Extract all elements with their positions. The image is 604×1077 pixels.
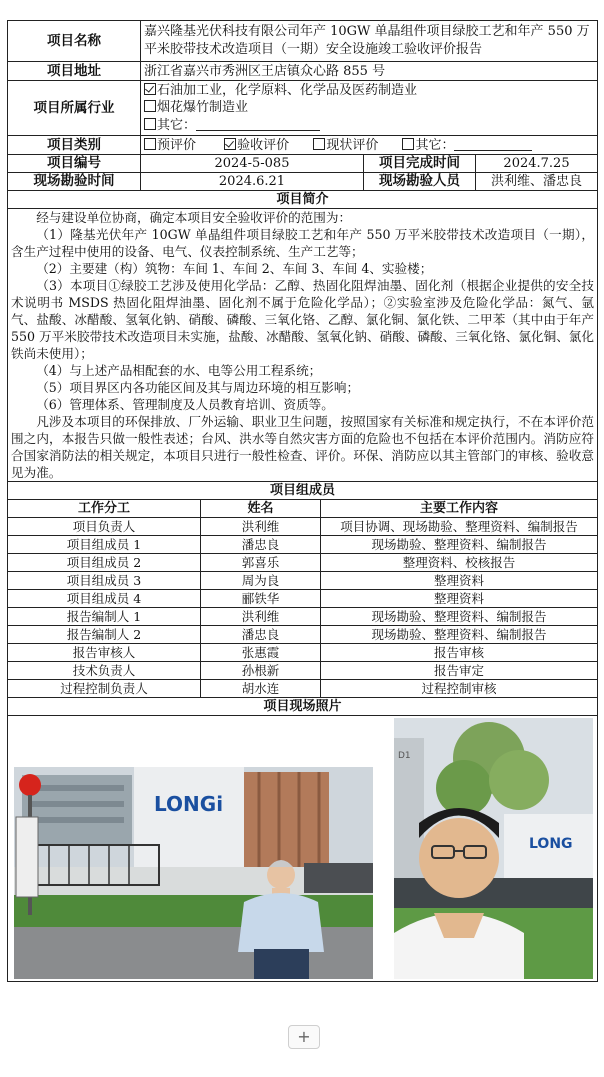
row-intro-title — [8, 191, 598, 209]
category-option-text: 预评价 — [157, 137, 197, 153]
member-role: 项目组成员 3 — [8, 572, 201, 590]
table-row — [8, 590, 598, 608]
member-work: 过程控制审核 — [321, 680, 598, 698]
row-intro-body — [8, 209, 598, 482]
row-members-title — [8, 482, 598, 500]
project-no-value: 2024-5-085 — [141, 155, 364, 173]
row-industry — [8, 81, 598, 136]
industry-option-text: 石油加工业，化学原料、化学品及医药制造业 — [157, 82, 418, 98]
table-row — [8, 518, 598, 536]
row-survey — [8, 173, 598, 191]
member-role: 报告编制人 1 — [8, 608, 201, 626]
row-photos — [8, 716, 598, 982]
row-photos-title — [8, 698, 598, 716]
member-name: 郦铁华 — [201, 590, 321, 608]
table-row — [8, 680, 598, 698]
category-option[interactable] — [402, 137, 532, 154]
d1-marker-text: D1 — [398, 751, 411, 761]
project-name-value: 嘉兴隆基光伏科技有限公司年产 10GW 单晶组件项目绿胶工艺和年产 550 万平米胶带技术改造项目（一期）安全设施竣工验收评价报告 — [141, 21, 598, 62]
industry-option-text: 其它： — [157, 117, 197, 133]
member-work: 报告审定 — [321, 662, 598, 680]
table-row — [8, 662, 598, 680]
intro-paragraph: （4）与上述产品相配套的水、电等公用工程系统； — [36, 363, 322, 378]
category-option-text: 其它： — [415, 137, 455, 153]
table-row — [8, 536, 598, 554]
project-address-value: 浙江省嘉兴市秀洲区王店镇众心路 855 号 — [141, 62, 598, 81]
table-row — [8, 626, 598, 644]
checkbox-checked-icon — [144, 83, 156, 95]
longi-sign-right-text: LONG — [529, 836, 573, 852]
intro-body — [8, 209, 598, 482]
checkbox-checked-icon — [224, 138, 236, 150]
member-role: 报告审核人 — [8, 644, 201, 662]
member-role: 项目组成员 1 — [8, 536, 201, 554]
industry-label: 项目所属行业 — [8, 81, 141, 136]
table-row — [8, 644, 598, 662]
industry-option[interactable] — [144, 99, 594, 117]
member-work: 整理资料 — [321, 572, 598, 590]
row-project-address — [8, 62, 598, 81]
row-members-header — [8, 500, 598, 518]
member-work: 整理资料 — [321, 590, 598, 608]
member-name: 张惠霞 — [201, 644, 321, 662]
intro-paragraph: 凡涉及本项目的环保排放、厂外运输、职业卫生问题，按照国家有关标准和规定执行，不在本评价范围之内，本报告只做一般性表述；台风、洪水等自然灾害方面的危险也不包括在本评价范围内。消防应符合国家消防法的相关规定，本项目只进行一般性检查、评价。环保、消防应以其主管部门的审核、验收意见为准。 — [11, 414, 595, 480]
member-name: 洪利维 — [201, 608, 321, 626]
member-name: 胡水连 — [201, 680, 321, 698]
category-option[interactable] — [224, 137, 289, 154]
member-name: 洪利维 — [201, 518, 321, 536]
intro-paragraph: （1）隆基光伏年产 10GW 单晶组件项目绿胶工艺和年产 550 万平米胶带技术改造项目（一期），含生产过程中使用的设备、电气、仪表控制系统、生产工艺等； — [11, 227, 595, 259]
member-role: 报告编制人 2 — [8, 626, 201, 644]
category-option-text: 现状评价 — [326, 137, 379, 153]
photos-cell — [8, 716, 598, 982]
category-option-text: 验收评价 — [237, 137, 290, 153]
member-work: 报告审核 — [321, 644, 598, 662]
checkbox-empty-icon — [144, 118, 156, 130]
member-work: 现场勘验、整理资料、编制报告 — [321, 536, 598, 554]
member-role: 项目组成员 4 — [8, 590, 201, 608]
intro-paragraph: 经与建设单位协商，确定本项目安全验收评价的范围为： — [36, 210, 352, 225]
member-name: 郭喜乐 — [201, 554, 321, 572]
survey-date-value: 2024.6.21 — [141, 173, 364, 191]
other-blank-line — [454, 138, 532, 151]
project-no-label: 项目编号 — [8, 155, 141, 173]
member-name: 周为良 — [201, 572, 321, 590]
members-header-role: 工作分工 — [8, 500, 201, 518]
site-photo-left-image — [14, 767, 373, 979]
intro-paragraph: （5）项目界区内各功能区间及其与周边环境的相互影响； — [36, 380, 360, 395]
intro-title: 项目简介 — [8, 191, 598, 209]
row-category — [8, 136, 598, 155]
add-button[interactable]: + — [288, 1025, 320, 1049]
checkbox-empty-icon — [144, 138, 156, 150]
row-project-name — [8, 21, 598, 62]
category-option[interactable] — [144, 137, 196, 154]
surveyors-value: 洪利维、潘忠良 — [476, 173, 598, 191]
report-table — [7, 20, 598, 982]
checkbox-empty-icon — [402, 138, 414, 150]
site-photo-right[interactable] — [394, 718, 593, 979]
table-row — [8, 572, 598, 590]
members-title: 项目组成员 — [8, 482, 598, 500]
member-role: 过程控制负责人 — [8, 680, 201, 698]
category-options — [141, 136, 598, 155]
industry-option-text: 烟花爆竹制造业 — [157, 100, 249, 116]
project-address-label: 项目地址 — [8, 62, 141, 81]
industry-option[interactable] — [144, 82, 594, 100]
member-role: 项目负责人 — [8, 518, 201, 536]
surveyors-label: 现场勘验人员 — [364, 173, 476, 191]
intro-paragraph: （6）管理体系、管理制度及人员教育培训、资质等。 — [36, 397, 334, 412]
row-project-no — [8, 155, 598, 173]
industry-options — [141, 81, 598, 136]
members-header-name: 姓名 — [201, 500, 321, 518]
member-name: 孙根新 — [201, 662, 321, 680]
site-photo-left[interactable] — [14, 767, 373, 979]
survey-date-label: 现场勘验时间 — [8, 173, 141, 191]
member-work: 现场勘验、整理资料、编制报告 — [321, 626, 598, 644]
member-role: 技术负责人 — [8, 662, 201, 680]
project-name-label: 项目名称 — [8, 21, 141, 62]
members-header-work: 主要工作内容 — [321, 500, 598, 518]
table-row — [8, 554, 598, 572]
photos-title: 项目现场照片 — [8, 698, 598, 716]
longi-sign-text: LONGi — [154, 792, 224, 816]
member-name: 潘忠良 — [201, 626, 321, 644]
category-option[interactable] — [313, 137, 378, 154]
intro-paragraph: （2）主要建（构）筑物：车间 1、车间 2、车间 3、车间 4、实验楼； — [36, 261, 433, 276]
member-name: 潘忠良 — [201, 536, 321, 554]
finish-date-value: 2024.7.25 — [476, 155, 598, 173]
intro-paragraph: （3）本项目①绿胶工艺涉及使用化学品：乙醇、热固化阻焊油墨、固化剂（根据企业提供的安全技术说明书 MSDS 热固化阻焊油墨、固化剂不属于危险化学品）；②实验室涉及危险化学品：氮气、氩气、盐酸、冰醋酸、氢氧化钠、硝酸、磷酸、三氧化铬、乙醇、氯化铜、氯化铁、二甲苯（其中由于年产 550 万平米胶带技术改造项目未实施，盐酸、冰醋酸、氢氧化钠、硝酸、磷酸、三氧化铬、氯化铜、氯化铁尚未使用）； — [11, 278, 595, 361]
table-row — [8, 608, 598, 626]
member-work: 整理资料、校核报告 — [321, 554, 598, 572]
member-work: 项目协调、现场勘验、整理资料、编制报告 — [321, 518, 598, 536]
other-blank-line — [196, 118, 320, 131]
site-photo-right-image — [394, 718, 593, 979]
checkbox-empty-icon — [144, 100, 156, 112]
member-role: 项目组成员 2 — [8, 554, 201, 572]
industry-option[interactable] — [144, 117, 594, 135]
member-work: 现场勘验、整理资料、编制报告 — [321, 608, 598, 626]
checkbox-empty-icon — [313, 138, 325, 150]
finish-date-label: 项目完成时间 — [364, 155, 476, 173]
category-label: 项目类别 — [8, 136, 141, 155]
